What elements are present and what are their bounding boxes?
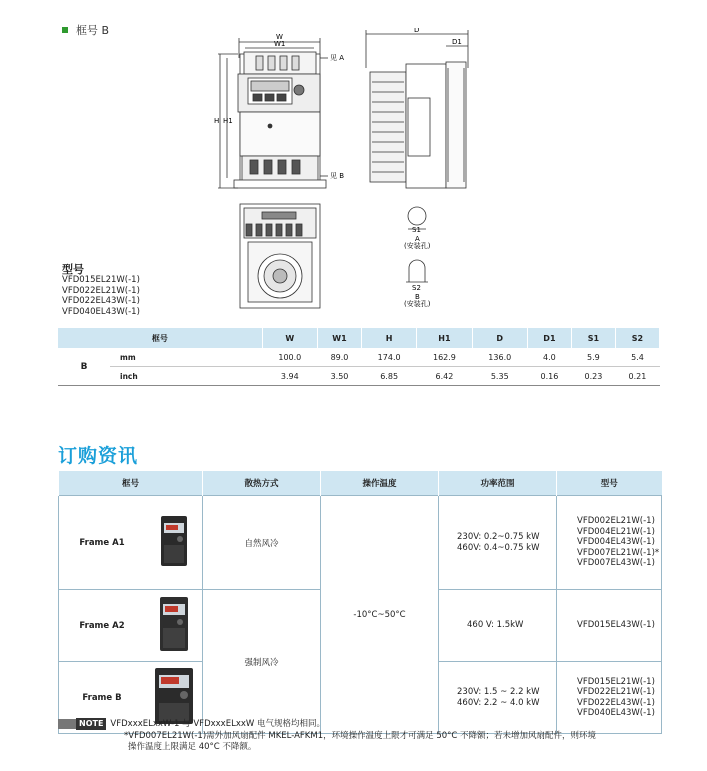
- col-temperature: 操作温度: [321, 471, 439, 496]
- hole-a-letter: A: [415, 235, 420, 243]
- cooling-cell: 强制风冷: [203, 590, 321, 734]
- col-frame: 框号: [59, 471, 203, 496]
- col-model: 型号: [557, 471, 662, 496]
- col-h1: H1: [417, 328, 472, 348]
- model-item: VFD022EL21W(-1): [62, 285, 140, 296]
- note-line-1: [58, 718, 662, 731]
- note-tag: NOTE: [76, 718, 106, 730]
- table-cell: 4.0: [527, 348, 571, 367]
- front-w1-label: W1: [274, 40, 286, 48]
- table-cell: 174.0: [361, 348, 416, 367]
- table-cell: 162.9: [417, 348, 472, 367]
- model-item: VFD040EL43W(-1): [62, 306, 140, 317]
- model-line: VFD007EL43W(-1): [577, 558, 655, 569]
- table-cell: 5.9: [571, 348, 615, 367]
- frame-a1-image: [145, 496, 203, 590]
- note-text-1: VFDxxxELxxW-1 与 VFDxxxELxxW 电气规格均相同。: [110, 719, 325, 729]
- table-cell: 0.16: [527, 367, 571, 386]
- front-w-label: W: [276, 33, 283, 41]
- col-s2: S2: [615, 328, 659, 348]
- power-line: 460V: 0.4~0.75 kW: [457, 542, 540, 553]
- table-cell: 89.0: [317, 348, 361, 367]
- power-line: 230V: 0.2~0.75 kW: [457, 532, 540, 542]
- hole-b-caption: (安装孔): [404, 300, 431, 308]
- bullet-square-icon: [62, 27, 68, 33]
- frame-label: Frame A1: [59, 496, 146, 590]
- unit-cell: inch: [110, 367, 262, 386]
- dimension-drawings: [210, 28, 530, 328]
- front-see-a-label: 见 A: [330, 54, 345, 62]
- table-cell: 3.50: [317, 367, 361, 386]
- model-item: VFD015EL21W(-1): [62, 275, 140, 285]
- model-line: VFD015EL43W(-1): [577, 620, 655, 631]
- col-d1: D1: [527, 328, 571, 348]
- power-cell: [439, 496, 557, 590]
- models-cell: [557, 496, 662, 590]
- table-cell: 0.21: [615, 367, 659, 386]
- model-line: VFD007EL21W(-1)*: [577, 547, 660, 558]
- frame-label: Frame A2: [59, 590, 146, 662]
- note-icon: [58, 719, 76, 729]
- hole-a-dim: S1: [412, 226, 421, 234]
- drive-a1-icon: [160, 515, 188, 567]
- drive-b-icon: [154, 667, 194, 725]
- table-cell: 136.0: [472, 348, 527, 367]
- unit-cell: mm: [110, 348, 262, 367]
- model-line: VFD004EL43W(-1): [577, 537, 655, 548]
- model-line: VFD022EL21W(-1): [577, 687, 655, 697]
- hole-b-dim: S2: [412, 284, 421, 292]
- note-text-3: 操作温度上限满足 40°C 不降额。: [128, 742, 257, 752]
- side-d1-label: D1: [452, 38, 462, 46]
- col-h: H: [361, 328, 416, 348]
- model-line: VFD002EL21W(-1): [577, 516, 655, 527]
- table-cell: 3.94: [262, 367, 317, 386]
- table-cell: 6.85: [361, 367, 416, 386]
- power-line: 230V: 1.5 ~ 2.2 kW: [457, 687, 540, 697]
- note-block: [58, 718, 662, 754]
- col-w1: W1: [317, 328, 361, 348]
- model-line: VFD015EL21W(-1): [577, 676, 655, 687]
- order-section-title: 订购资讯: [58, 445, 139, 467]
- col-frame: 框号: [58, 328, 262, 348]
- power-line: 460 V: 1.5kW: [467, 620, 524, 631]
- temperature-cell: -10°C~50°C: [321, 496, 439, 734]
- col-w: W: [262, 328, 317, 348]
- model-line: VFD004EL21W(-1): [577, 526, 655, 537]
- power-line: 460V: 2.2 ~ 4.0 kW: [457, 697, 540, 708]
- hole-b-drawing: [406, 260, 428, 282]
- col-power: 功率范围: [439, 471, 557, 496]
- frame-a2-image: [145, 590, 203, 662]
- front-view-drawing: [218, 38, 328, 188]
- power-cell: [439, 590, 557, 662]
- side-view-drawing: [366, 30, 468, 188]
- models-list: [62, 275, 140, 317]
- model-item: VFD022EL43W(-1): [62, 296, 140, 307]
- table-row: [58, 348, 660, 367]
- frame-cell: B: [58, 348, 110, 386]
- bottom-view-drawing: [240, 204, 320, 308]
- table-row: [58, 367, 660, 386]
- models-title: 型号: [62, 263, 84, 276]
- note-text-2: *VFD007EL21W(-1)需外加风扇配件 MKEL-AFKM1，环境操作温度上限才可满足 50°C 不降额；若未增加风扇配件，则环境: [124, 730, 597, 741]
- dimension-table-header: [58, 328, 660, 348]
- frame-heading: [62, 22, 109, 38]
- drive-a2-icon: [159, 596, 189, 652]
- table-cell: 6.42: [417, 367, 472, 386]
- table-cell: 5.4: [615, 348, 659, 367]
- front-h1-label: H1: [223, 117, 233, 125]
- cooling-cell: 自然风冷: [203, 496, 321, 590]
- frame-label: Frame B: [59, 662, 146, 734]
- table-cell: 100.0: [262, 348, 317, 367]
- dimension-table: [58, 328, 660, 386]
- order-table: [58, 471, 662, 734]
- order-table-header: [59, 471, 662, 496]
- frame-heading-label: 框号 B: [76, 24, 110, 37]
- front-see-b-label: 见 B: [330, 172, 345, 180]
- col-d: D: [472, 328, 527, 348]
- table-cell: 0.23: [571, 367, 615, 386]
- table-cell: 5.35: [472, 367, 527, 386]
- model-line: VFD022EL43W(-1): [577, 697, 655, 708]
- models-cell: [557, 590, 662, 662]
- hole-b-letter: B: [415, 293, 420, 301]
- model-line: VFD040EL43W(-1): [577, 708, 655, 718]
- side-d-label: D: [414, 28, 420, 34]
- hole-a-caption: (安装孔): [404, 242, 431, 250]
- col-cooling: 散热方式: [203, 471, 321, 496]
- table-row: [59, 496, 662, 590]
- front-h-label: H: [214, 117, 220, 125]
- col-s1: S1: [571, 328, 615, 348]
